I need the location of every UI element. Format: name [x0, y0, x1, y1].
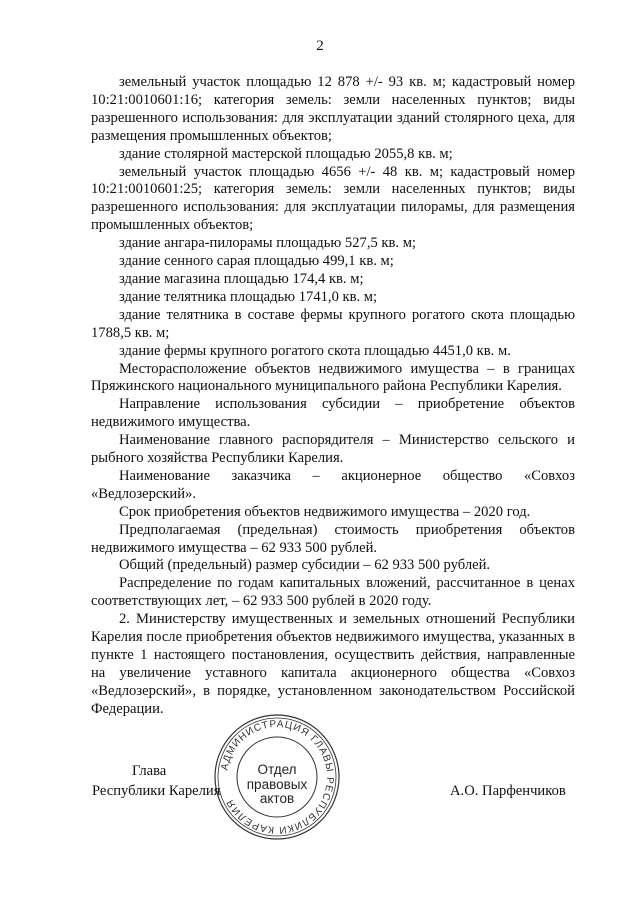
document-body [91, 74, 575, 719]
signatory-name: А.О. Парфенчиков [450, 783, 566, 799]
paragraph: Общий (предельный) размер субсидии – 62 933 500 рублей. [119, 557, 491, 574]
stamp-center-line: Отдел [257, 762, 297, 777]
paragraph: 2. Министерству имущественных и земельных отношений Республики Карелия после приобретения объектов недвижимого имущества, указанных в пункте 1 настоящего постановления, осуществить действия, направленные на увеличение уставного капитала акционерного общества «Совхоз «Ведлозерский», в порядке, установленном законодательством Российской Федерации. [91, 611, 575, 717]
paragraph: Наименование заказчика – акционерное общество «Совхоз «Ведлозерский». [91, 467, 575, 502]
paragraph: Месторасположение объектов недвижимого имущества – в границах Пряжинского национального муниципального района Республики Карелия. [91, 360, 575, 395]
paragraph: здание сенного сарая площадью 499,1 кв. м; [119, 253, 394, 270]
page-number: 2 [316, 38, 324, 54]
paragraph: земельный участок площадью 4656 +/- 48 кв. м; кадастровый номер 10:21:0010601:25; категория земель: земли населенных пунктов; виды разрешенного использования: для эксплуатации пилорамы, для размещения промышленных объектов; [91, 163, 575, 234]
paragraph: здание фермы крупного рогатого скота площадью 4451,0 кв. м. [119, 342, 511, 359]
paragraph: здание столярной мастерской площадью 2055,8 кв. м; [119, 145, 453, 162]
stamp-ring-text: АДМИНИСТРАЦИЯ ГЛАВЫ РЕСПУБЛИКИ КАРЕЛИЯ [219, 718, 336, 836]
stamp-center [232, 763, 322, 807]
paragraph: Направление использования субсидии – приобретение объектов недвижимого имущества. [91, 396, 575, 431]
paragraph: Распределение по годам капитальных вложений, рассчитанное в ценах соответствующих лет, – 62 933 500 рублей в 2020 году. [91, 575, 575, 610]
stamp-center-line: актов [259, 791, 295, 806]
paragraph: здание ангара-пилорамы площадью 527,5 кв. м; [119, 235, 416, 252]
stamp-center-line: правовых [246, 776, 308, 792]
paragraph: Наименование главного распорядителя – Министерство сельского и рыбного хозяйства Республики Карелия. [91, 432, 575, 467]
paragraph: земельный участок площадью 12 878 +/- 93 кв. м; кадастровый номер 10:21:0010601:16; категория земель: земли населенных пунктов; виды разрешенного использования: для эксплуатации зданий столярного цеха, для размещения промышленных объектов; [91, 74, 575, 144]
signatory-title-line-1: Глава [132, 763, 167, 779]
paragraph: Срок приобретения объектов недвижимого имущества – 2020 год. [119, 503, 531, 520]
paragraph: Предполагаемая (предельная) стоимость приобретения объектов недвижимого имущества – 62 933 500 рублей. [91, 521, 575, 556]
paragraph: здание магазина площадью 174,4 кв. м; [119, 270, 364, 287]
signatory-title-line-2: Республики Карелия [92, 783, 221, 799]
paragraph: здание телятника в составе фермы крупного рогатого скота площадью 1788,5 кв. м; [91, 306, 575, 341]
paragraph: здание телятника площадью 1741,0 кв. м; [119, 288, 378, 305]
